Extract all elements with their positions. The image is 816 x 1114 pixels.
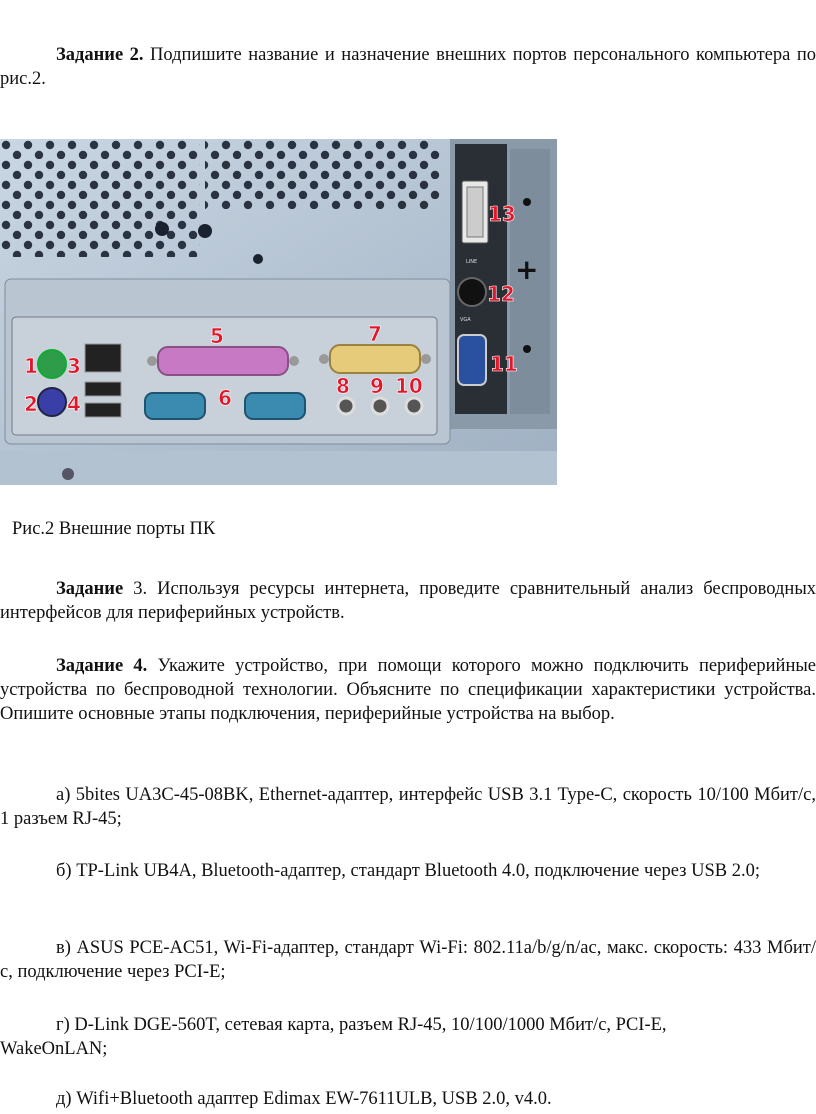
list-item: д) Wifi+Bluetooth адаптер Edimax EW-7611ULB, USB 2.0, v4.0. <box>56 1089 552 1109</box>
port-number-10: 10 <box>395 374 423 398</box>
task3-paragraph <box>0 577 816 625</box>
port-number-7: 7 <box>368 322 382 346</box>
port-number-6: 6 <box>218 386 232 410</box>
task2-label: Задание 2. <box>56 45 144 65</box>
list-item: б) TP-Link UB4A, Bluetooth-адаптер, стандарт Bluetooth 4.0, подключение через USB 2.0; <box>56 861 760 881</box>
ports-photo <box>0 139 557 485</box>
port-number-8: 8 <box>336 374 350 398</box>
task2-text: Подпишите название и назначение внешних портов персонального компьютера по рис.2. <box>0 45 816 89</box>
port-number-5: 5 <box>210 324 224 348</box>
task4-text: Укажите устройство, при помощи которого можно подключить периферийные устройства по беспроводной технологии. Объясните по спецификации характеристики устройства. Опишите основные этапы подключения, периферийные устройства на выбор. <box>0 656 816 724</box>
list-item: в) ASUS PCE-AC51, Wi-Fi-адаптер, стандарт Wi-Fi: 802.11a/b/g/n/ac, макс. скорость: 433 Мбит/с, подключение через PCI-E; <box>0 938 816 982</box>
svg-text:+: + <box>515 253 539 286</box>
port-number-2: 2 <box>24 392 38 416</box>
task2-paragraph <box>0 43 816 91</box>
port-number-9: 9 <box>370 374 384 398</box>
task4-label: Задание 4. <box>56 656 148 676</box>
port-number-13: 13 <box>488 202 516 226</box>
port-number-3: 3 <box>67 354 81 378</box>
figure-caption: Рис.2 Внешние порты ПК <box>12 519 216 539</box>
list-item: а) 5bites UA3C-45-08BK, Ethernet-адаптер, интерфейс USB 3.1 Type-C, скорость 10/100 Мбит/с, 1 разъем RJ-45; <box>0 785 816 829</box>
port-number-11: 11 <box>490 352 518 376</box>
port-number-12: 12 <box>487 282 515 306</box>
port-number-1: 1 <box>24 354 38 378</box>
port-number-4: 4 <box>67 392 81 416</box>
task3-text: 3. Используя ресурсы интернета, проведите сравнительный анализ беспроводных интерфейсов для периферийных устройств. <box>0 579 816 623</box>
task3-label: Задание <box>56 579 124 599</box>
list-item: г) D-Link DGE-560T, сетевая карта, разъем RJ-45, 10/100/1000 Мбит/с, PCI-E, WakeOnLAN; <box>0 1015 667 1059</box>
label-vga-text: VGA <box>460 317 471 323</box>
label-line-text: LINE <box>466 259 478 265</box>
task4-paragraph <box>0 654 816 726</box>
